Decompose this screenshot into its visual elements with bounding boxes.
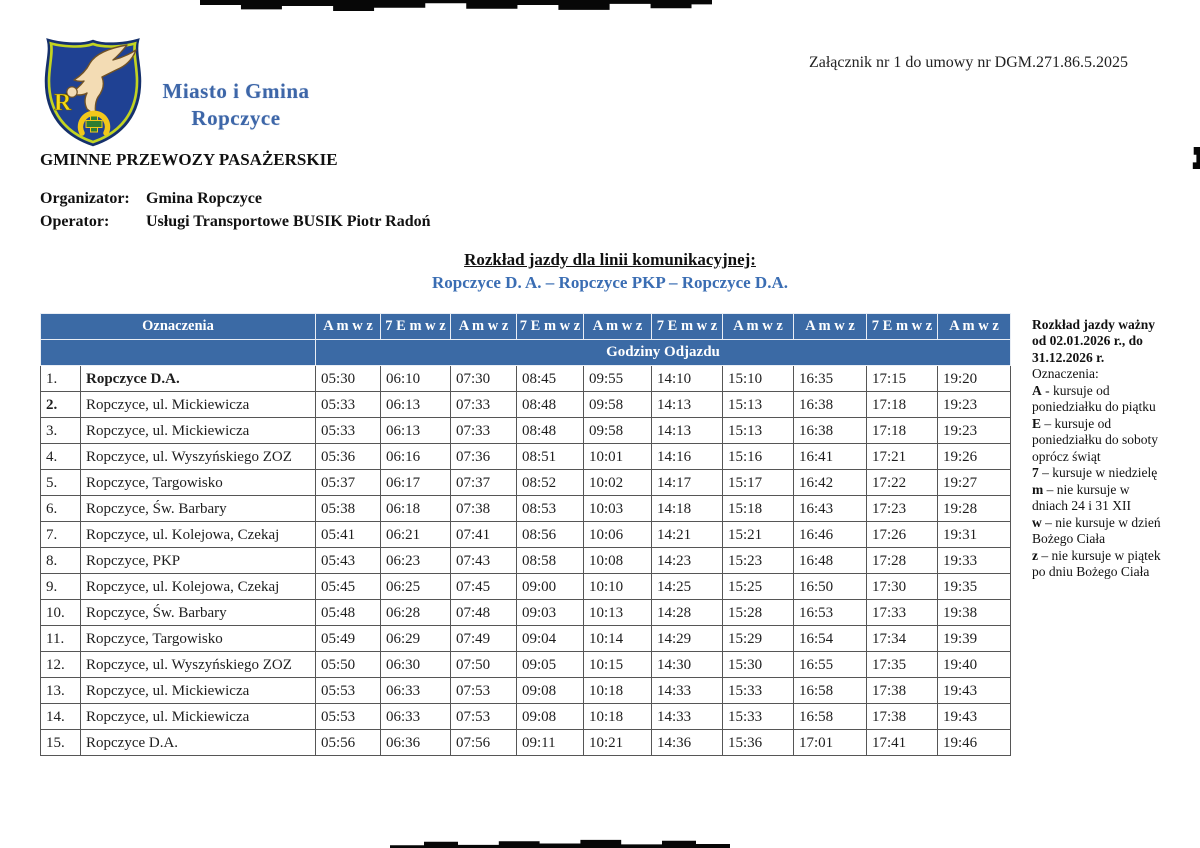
departure-time-cell: 07:30 [451, 366, 517, 392]
departure-time-cell: 17:26 [867, 522, 938, 548]
departure-time-cell: 14:25 [652, 574, 723, 600]
departure-time-cell: 16:55 [794, 652, 867, 678]
departure-time-cell: 14:23 [652, 548, 723, 574]
validity-note: Rozkład jazdy ważny od 02.01.2026 r., do 31.12.2026 r. [1032, 317, 1156, 365]
crest-icon [40, 37, 146, 148]
time-column-header: 7 E m w z [867, 314, 938, 340]
departure-time-cell: 10:13 [584, 600, 652, 626]
departure-time-cell: 14:29 [652, 626, 723, 652]
timetable-title: Rozkład jazdy dla linii komunikacyjnej: [464, 250, 756, 269]
svg-text:R: R [54, 90, 72, 116]
departure-time-cell: 10:14 [584, 626, 652, 652]
departure-time-cell: 14:30 [652, 652, 723, 678]
departure-time-cell: 19:46 [938, 730, 1011, 756]
stop-name-cell: Ropczyce, ul. Kolejowa, Czekaj [81, 522, 316, 548]
departure-time-cell: 15:36 [723, 730, 794, 756]
departure-time-cell: 15:16 [723, 444, 794, 470]
legend [1032, 317, 1184, 581]
operator-value: Usługi Transportowe BUSIK Piotr Radoń [146, 213, 431, 230]
departure-time-cell: 16:58 [794, 704, 867, 730]
organizer-label: Organizator: [40, 190, 130, 207]
municipality-name-line1: Miasto i Gmina [162, 79, 310, 103]
stop-name-cell: Ropczyce, ul. Mickiewicza [81, 418, 316, 444]
departure-time-cell: 19:27 [938, 470, 1011, 496]
departure-time-cell: 16:46 [794, 522, 867, 548]
table-row [41, 548, 1011, 574]
departure-hours-header: Godziny Odjazdu [316, 340, 1011, 366]
departure-time-cell: 05:41 [316, 522, 381, 548]
departure-time-cell: 05:30 [316, 366, 381, 392]
departure-time-cell: 15:29 [723, 626, 794, 652]
departure-time-cell: 05:48 [316, 600, 381, 626]
departure-time-cell: 15:21 [723, 522, 794, 548]
departure-time-cell: 05:53 [316, 678, 381, 704]
departure-time-cell: 06:23 [381, 548, 451, 574]
departure-time-cell: 14:17 [652, 470, 723, 496]
row-number-cell: 5. [41, 470, 81, 496]
departure-time-cell: 16:35 [794, 366, 867, 392]
departure-time-cell: 08:51 [517, 444, 584, 470]
row-number-cell: 8. [41, 548, 81, 574]
row-number-cell: 15. [41, 730, 81, 756]
departure-time-cell: 09:00 [517, 574, 584, 600]
row-number-cell: 9. [41, 574, 81, 600]
departure-time-cell: 17:18 [867, 392, 938, 418]
departure-time-cell: 10:02 [584, 470, 652, 496]
departure-time-cell: 17:35 [867, 652, 938, 678]
departure-time-cell: 05:45 [316, 574, 381, 600]
column-header-row [41, 314, 1011, 340]
departure-time-cell: 07:33 [451, 392, 517, 418]
time-column-header: A m w z [451, 314, 517, 340]
departure-time-cell: 05:37 [316, 470, 381, 496]
departure-time-cell: 14:18 [652, 496, 723, 522]
timetable-table [40, 313, 1011, 756]
departure-time-cell: 19:20 [938, 366, 1011, 392]
table-row [41, 444, 1011, 470]
stop-name-cell: Ropczyce, ul. Wyszyńskiego ZOZ [81, 444, 316, 470]
stop-name-cell: Ropczyce D.A. [81, 366, 316, 392]
departure-time-cell: 05:50 [316, 652, 381, 678]
departure-time-cell: 15:18 [723, 496, 794, 522]
departure-time-cell: 07:43 [451, 548, 517, 574]
departure-time-cell: 17:21 [867, 444, 938, 470]
row-number-cell: 1. [41, 366, 81, 392]
departure-time-cell: 06:33 [381, 678, 451, 704]
legend-entry: m – nie kursuje w dniach 24 i 31 XII [1032, 481, 1131, 514]
departure-time-cell: 17:38 [867, 704, 938, 730]
departure-time-cell: 15:30 [723, 652, 794, 678]
service-title: GMINNE PRZEWOZY PASAŻERSKIE [40, 150, 338, 169]
departure-time-cell: 09:08 [517, 704, 584, 730]
departure-time-cell: 06:29 [381, 626, 451, 652]
departure-time-cell: 10:01 [584, 444, 652, 470]
table-row [41, 522, 1011, 548]
departure-time-cell: 19:23 [938, 392, 1011, 418]
legend-entries [1032, 383, 1184, 581]
departure-time-cell: 05:36 [316, 444, 381, 470]
time-column-header: A m w z [584, 314, 652, 340]
departure-time-cell: 07:53 [451, 678, 517, 704]
departure-time-cell: 07:37 [451, 470, 517, 496]
row-number-cell: 13. [41, 678, 81, 704]
departure-time-cell: 16:58 [794, 678, 867, 704]
departure-time-cell: 07:41 [451, 522, 517, 548]
stop-name-cell: Ropczyce, ul. Wyszyńskiego ZOZ [81, 652, 316, 678]
departure-time-cell: 15:17 [723, 470, 794, 496]
legend-symbol: E [1032, 415, 1042, 431]
legend-entry: z – nie kursuje w piątek po dniu Bożego Ciała [1032, 547, 1161, 580]
legend-symbol: z [1032, 547, 1038, 563]
departure-time-cell: 06:17 [381, 470, 451, 496]
departure-time-cell: 06:10 [381, 366, 451, 392]
time-column-header: A m w z [938, 314, 1011, 340]
departure-time-cell: 06:36 [381, 730, 451, 756]
departure-time-cell: 19:38 [938, 600, 1011, 626]
table-row [41, 574, 1011, 600]
departure-time-cell: 07:36 [451, 444, 517, 470]
row-number-cell: 12. [41, 652, 81, 678]
departure-time-cell: 15:25 [723, 574, 794, 600]
departure-time-cell: 10:10 [584, 574, 652, 600]
departure-time-cell: 07:45 [451, 574, 517, 600]
departure-time-cell: 05:56 [316, 730, 381, 756]
departure-time-cell: 19:39 [938, 626, 1011, 652]
stop-name-cell: Ropczyce, Św. Barbary [81, 496, 316, 522]
departure-time-cell: 19:43 [938, 704, 1011, 730]
departure-time-cell: 10:21 [584, 730, 652, 756]
departure-time-cell: 16:38 [794, 418, 867, 444]
departure-time-cell: 16:54 [794, 626, 867, 652]
time-column-header: 7 E m w z [652, 314, 723, 340]
table-row [41, 626, 1011, 652]
departure-time-cell: 07:48 [451, 600, 517, 626]
departure-time-cell: 14:16 [652, 444, 723, 470]
organizer-value: Gmina Ropczyce [146, 190, 262, 207]
departure-time-cell: 15:33 [723, 704, 794, 730]
departure-time-cell: 16:41 [794, 444, 867, 470]
departure-time-cell: 14:13 [652, 418, 723, 444]
departure-time-cell: 17:33 [867, 600, 938, 626]
row-number-cell: 7. [41, 522, 81, 548]
departure-time-cell: 06:21 [381, 522, 451, 548]
table-row [41, 418, 1011, 444]
departure-time-cell: 07:49 [451, 626, 517, 652]
departure-time-cell: 07:56 [451, 730, 517, 756]
scan-artifact-bottom [390, 839, 730, 848]
departure-time-cell: 17:23 [867, 496, 938, 522]
departure-time-cell: 07:53 [451, 704, 517, 730]
departure-time-cell: 06:13 [381, 418, 451, 444]
row-number-cell: 10. [41, 600, 81, 626]
departure-time-cell: 09:58 [584, 418, 652, 444]
stop-name-cell: Ropczyce, ul. Mickiewicza [81, 704, 316, 730]
departure-time-cell: 07:33 [451, 418, 517, 444]
legend-heading: Oznaczenia: [1032, 366, 1099, 382]
departure-time-cell: 10:18 [584, 704, 652, 730]
departure-time-cell: 14:13 [652, 392, 723, 418]
departure-time-cell: 09:05 [517, 652, 584, 678]
departure-time-cell: 09:04 [517, 626, 584, 652]
departure-time-cell: 15:13 [723, 418, 794, 444]
departure-time-cell: 19:31 [938, 522, 1011, 548]
departure-time-cell: 17:41 [867, 730, 938, 756]
table-row [41, 652, 1011, 678]
departure-time-cell: 05:49 [316, 626, 381, 652]
scan-artifact-right [1191, 147, 1200, 169]
municipality-crest-logo [40, 37, 146, 148]
departure-time-cell: 06:28 [381, 600, 451, 626]
departure-time-cell: 08:56 [517, 522, 584, 548]
time-column-header: A m w z [316, 314, 381, 340]
legend-symbol: A [1032, 382, 1042, 398]
departure-time-cell: 08:48 [517, 392, 584, 418]
departure-time-cell: 19:26 [938, 444, 1011, 470]
stop-name-cell: Ropczyce, PKP [81, 548, 316, 574]
departure-time-cell: 05:33 [316, 418, 381, 444]
table-row [41, 678, 1011, 704]
departure-time-cell: 15:13 [723, 392, 794, 418]
row-number-cell: 4. [41, 444, 81, 470]
departure-time-cell: 09:08 [517, 678, 584, 704]
departure-time-cell: 15:28 [723, 600, 794, 626]
departure-time-cell: 16:43 [794, 496, 867, 522]
departure-time-cell: 19:33 [938, 548, 1011, 574]
stop-name-cell: Ropczyce, Targowisko [81, 470, 316, 496]
departure-time-cell: 17:01 [794, 730, 867, 756]
departure-time-cell: 15:23 [723, 548, 794, 574]
municipality-name-line2: Ropczyce [191, 105, 281, 130]
departure-time-cell: 10:15 [584, 652, 652, 678]
row-number-cell: 2. [41, 392, 81, 418]
organizer-row [40, 190, 430, 208]
departure-time-cell: 09:11 [517, 730, 584, 756]
sub-header-empty-cell [41, 340, 316, 366]
stop-name-cell: Ropczyce, ul. Mickiewicza [81, 392, 316, 418]
departure-time-cell: 06:16 [381, 444, 451, 470]
departure-time-cell: 08:53 [517, 496, 584, 522]
departure-time-cell: 17:15 [867, 366, 938, 392]
departure-time-cell: 16:48 [794, 548, 867, 574]
timetable-title-block [20, 250, 1200, 293]
row-number-cell: 11. [41, 626, 81, 652]
departure-time-cell: 08:52 [517, 470, 584, 496]
scan-artifact-top [200, 0, 712, 11]
departure-time-cell: 10:18 [584, 678, 652, 704]
departure-time-cell: 14:33 [652, 704, 723, 730]
time-column-header: 7 E m w z [381, 314, 451, 340]
legend-entry: w – nie kursuje w dzień Bożego Ciała [1032, 514, 1161, 547]
attachment-note: Załącznik nr 1 do umowy nr DGM.271.86.5.2025 [808, 54, 1128, 71]
operator-row [40, 213, 430, 231]
departure-time-cell: 05:53 [316, 704, 381, 730]
departure-time-cell: 14:28 [652, 600, 723, 626]
departure-time-cell: 14:10 [652, 366, 723, 392]
stop-name-cell: Ropczyce, Św. Barbary [81, 600, 316, 626]
departure-time-cell: 17:38 [867, 678, 938, 704]
table-row [41, 704, 1011, 730]
table-row [41, 366, 1011, 392]
table-row [41, 470, 1011, 496]
stop-name-cell: Ropczyce, Targowisko [81, 626, 316, 652]
departure-time-cell: 16:38 [794, 392, 867, 418]
time-column-header: A m w z [794, 314, 867, 340]
legend-entry: E – kursuje od poniedziałku do soboty oprócz świąt [1032, 415, 1158, 464]
legend-entry: 7 – kursuje w niedzielę [1032, 465, 1158, 481]
departure-time-cell: 15:33 [723, 678, 794, 704]
legend-symbol: w [1032, 514, 1042, 530]
departure-time-cell: 17:18 [867, 418, 938, 444]
table-row [41, 392, 1011, 418]
departure-time-cell: 14:36 [652, 730, 723, 756]
departure-time-cell: 05:43 [316, 548, 381, 574]
departure-time-cell: 10:06 [584, 522, 652, 548]
sub-header-row [41, 340, 1011, 366]
departure-time-cell: 16:50 [794, 574, 867, 600]
departure-time-cell: 07:38 [451, 496, 517, 522]
departure-time-cell: 14:21 [652, 522, 723, 548]
departure-time-cell: 19:35 [938, 574, 1011, 600]
time-column-header: A m w z [723, 314, 794, 340]
organizer-operator-block [40, 190, 430, 236]
departure-time-cell: 19:43 [938, 678, 1011, 704]
departure-time-cell: 06:30 [381, 652, 451, 678]
departure-time-cell: 06:18 [381, 496, 451, 522]
departure-time-cell: 09:55 [584, 366, 652, 392]
row-number-cell: 3. [41, 418, 81, 444]
table-row [41, 600, 1011, 626]
departure-time-cell: 19:40 [938, 652, 1011, 678]
departure-time-cell: 17:34 [867, 626, 938, 652]
legend-symbol: m [1032, 481, 1044, 497]
departure-time-cell: 16:42 [794, 470, 867, 496]
table-row [41, 496, 1011, 522]
departure-time-cell: 19:23 [938, 418, 1011, 444]
departure-time-cell: 10:08 [584, 548, 652, 574]
corner-header: Oznaczenia [41, 314, 316, 340]
departure-time-cell: 17:30 [867, 574, 938, 600]
departure-time-cell: 15:10 [723, 366, 794, 392]
departure-time-cell: 07:50 [451, 652, 517, 678]
departure-time-cell: 19:28 [938, 496, 1011, 522]
departure-time-cell: 14:33 [652, 678, 723, 704]
row-number-cell: 14. [41, 704, 81, 730]
operator-label: Operator: [40, 213, 110, 230]
departure-time-cell: 09:03 [517, 600, 584, 626]
departure-time-cell: 05:38 [316, 496, 381, 522]
departure-time-cell: 05:33 [316, 392, 381, 418]
table-row [41, 730, 1011, 756]
departure-time-cell: 08:58 [517, 548, 584, 574]
departure-time-cell: 17:22 [867, 470, 938, 496]
departure-time-cell: 16:53 [794, 600, 867, 626]
departure-time-cell: 10:03 [584, 496, 652, 522]
stop-name-cell: Ropczyce D.A. [81, 730, 316, 756]
departure-time-cell: 09:58 [584, 392, 652, 418]
row-number-cell: 6. [41, 496, 81, 522]
stop-name-cell: Ropczyce, ul. Mickiewicza [81, 678, 316, 704]
legend-symbol: 7 [1032, 465, 1039, 481]
departure-time-cell: 06:25 [381, 574, 451, 600]
time-column-header: 7 E m w z [517, 314, 584, 340]
stop-name-cell: Ropczyce, ul. Kolejowa, Czekaj [81, 574, 316, 600]
departure-time-cell: 06:13 [381, 392, 451, 418]
departure-time-cell: 08:45 [517, 366, 584, 392]
municipality-name [148, 78, 324, 132]
legend-entry: A - kursuje od poniedziałku do piątku [1032, 382, 1156, 415]
departure-time-cell: 17:28 [867, 548, 938, 574]
departure-time-cell: 08:48 [517, 418, 584, 444]
departure-time-cell: 06:33 [381, 704, 451, 730]
route-name: Ropczyce D. A. – Ropczyce PKP – Ropczyce D.A. [432, 273, 788, 292]
